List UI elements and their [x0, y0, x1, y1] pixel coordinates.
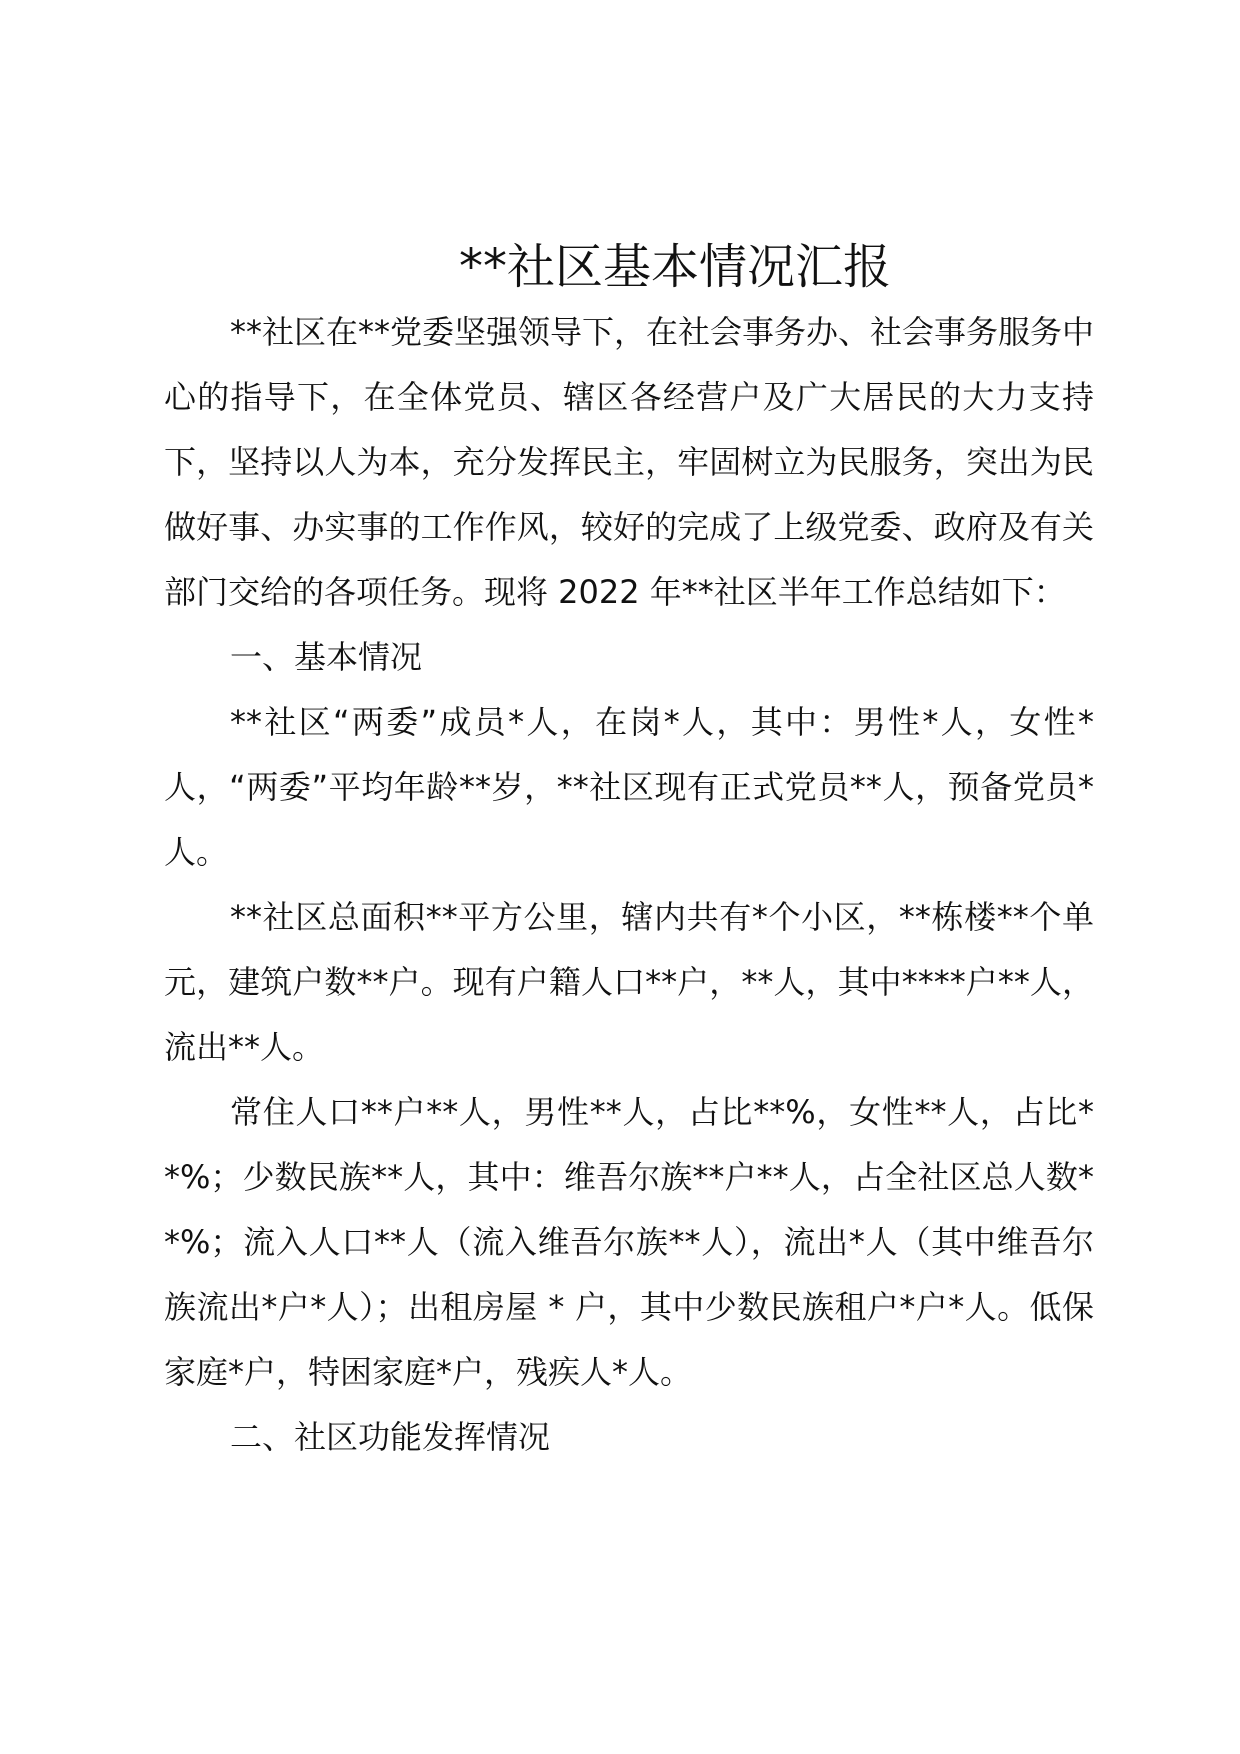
paragraph-area-households: **社区总面积**平方公里，辖内共有*个小区，**栋楼**个单元，建筑户数**户。现有户籍人口**户，**人，其中****户**人，流出**人。 [164, 898, 1094, 1066]
paragraph-resident-population: 常住人口**户**人，男性**人，占比**%，女性**人，占比**%；少数民族**人，其中：维吾尔族**户**人，占全社区总人数**%；流入人口**人（流入维吾尔族**人），流出*人（其中维吾尔族流出*户*人）；出租房屋 * 户，其中少数民族租户*户*人。低保家庭*户，特困家庭*户，残疾人*人。 [164, 1093, 1094, 1391]
document-title: **社区基本情况汇报 [458, 239, 891, 295]
document-body [164, 300, 1094, 1470]
section-heading-community-function: 二、社区功能发挥情况 [230, 1418, 551, 1456]
paragraph-intro: **社区在**党委坚强领导下，在社会事务办、社会事务服务中心的指导下，在全体党员、辖区各经营户及广大居民的大力支持下，坚持以人为本，充分发挥民主，牢固树立为民服务，突出为民做好事、办实事的工作作风，较好的完成了上级党委、政府及有关部门交给的各项任务。现将 2022 年**社区半年工作总结如下： [164, 313, 1095, 611]
section-heading-basic-info: 一、基本情况 [230, 638, 423, 676]
paragraph-committee-members: **社区“两委”成员*人，在岗*人，其中：男性*人，女性*人，“两委”平均年龄**岁，**社区现有正式党员**人，预备党员*人。 [164, 703, 1094, 871]
